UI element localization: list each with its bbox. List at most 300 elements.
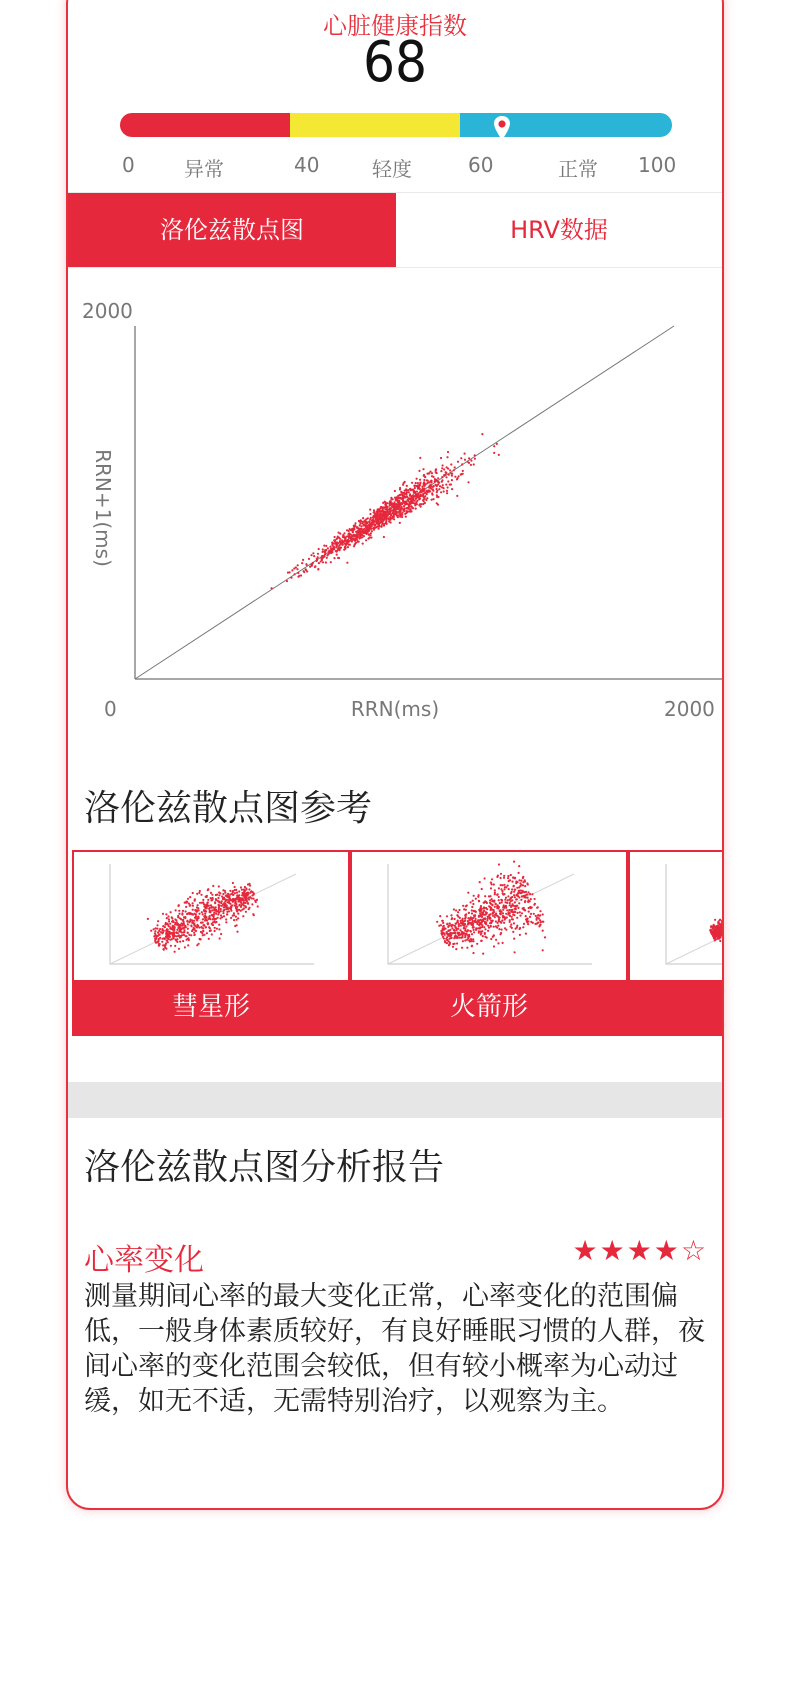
scatter-point xyxy=(375,526,377,528)
thumb-point xyxy=(214,930,216,932)
thumb-point xyxy=(474,921,476,923)
scatter-point xyxy=(412,507,414,509)
thumb-point xyxy=(169,936,171,938)
thumb-point xyxy=(520,880,522,882)
thumb-point xyxy=(167,915,169,917)
thumb-point xyxy=(719,940,721,942)
thumb-point xyxy=(170,911,172,913)
thumb-point xyxy=(186,939,188,941)
thumb-point xyxy=(176,932,178,934)
heart-index-title: 心脏健康指数 xyxy=(323,12,467,40)
thumb-point xyxy=(496,876,498,878)
thumb-point xyxy=(225,899,227,901)
scatter-point xyxy=(401,506,403,508)
scatter-point xyxy=(342,536,344,538)
scatter-point xyxy=(436,494,438,496)
thumb-point xyxy=(494,906,496,908)
scatter-point xyxy=(401,516,403,518)
thumb-point xyxy=(491,878,493,880)
scatter-point xyxy=(391,517,393,519)
scatter-point xyxy=(378,528,380,530)
scatter-point xyxy=(422,468,424,470)
scatter-point xyxy=(351,537,353,539)
thumb-point xyxy=(209,915,211,917)
thumb-point xyxy=(482,935,484,937)
scatter-point xyxy=(399,522,401,524)
thumb-point xyxy=(479,910,481,912)
scatter-point xyxy=(369,520,371,522)
thumb-point xyxy=(524,909,526,911)
thumb-point xyxy=(503,875,505,877)
thumb-point xyxy=(710,929,712,931)
thumb-point xyxy=(241,889,243,891)
scatter-point xyxy=(419,479,421,481)
scatter-point xyxy=(386,518,388,520)
thumb-point xyxy=(472,903,474,905)
thumb-point xyxy=(489,918,491,920)
thumb-point xyxy=(207,922,209,924)
scatter-point xyxy=(438,488,440,490)
thumb-point xyxy=(456,914,458,916)
thumb-point xyxy=(201,911,203,913)
thumb-point xyxy=(179,941,181,943)
thumb-point xyxy=(456,921,458,923)
thumb-point xyxy=(214,902,216,904)
thumb-point xyxy=(234,902,236,904)
scatter-point xyxy=(405,516,407,518)
thumb-point xyxy=(493,945,495,947)
scatter-point xyxy=(441,476,443,478)
scatter-point xyxy=(418,470,420,472)
scatter-point xyxy=(271,587,273,589)
thumb-point xyxy=(232,882,234,884)
thumb-point xyxy=(535,915,537,917)
thumb-point xyxy=(200,938,202,940)
thumb-point xyxy=(194,900,196,902)
thumb-point xyxy=(508,888,510,890)
thumb-point xyxy=(452,946,454,948)
scatter-point xyxy=(440,491,442,493)
thumb-point xyxy=(524,880,526,882)
thumb-point xyxy=(166,940,168,942)
thumb-point xyxy=(479,927,481,929)
thumb-point xyxy=(483,906,485,908)
gauge-segment-abnormal xyxy=(120,113,290,137)
thumb-point xyxy=(516,887,518,889)
thumb-point xyxy=(513,922,515,924)
thumb-point xyxy=(710,925,712,927)
thumb-point xyxy=(464,939,466,941)
reference-card-comet[interactable] xyxy=(72,850,350,1036)
thumb-point xyxy=(164,944,166,946)
scatter-point xyxy=(468,457,470,459)
scatter-point xyxy=(336,554,338,556)
thumb-point xyxy=(483,926,485,928)
thumb-point xyxy=(534,898,536,900)
thumb-point xyxy=(228,907,230,909)
thumb-point xyxy=(448,934,450,936)
scatter-point xyxy=(414,484,416,486)
thumb-point xyxy=(475,898,477,900)
scatter-point xyxy=(404,493,406,495)
reference-carousel[interactable] xyxy=(72,850,722,1036)
thumb-point xyxy=(485,911,487,913)
scatter-point xyxy=(384,503,386,505)
thumb-point xyxy=(185,910,187,912)
thumb-point xyxy=(467,917,469,919)
thumb-point xyxy=(471,923,473,925)
thumb-point xyxy=(212,924,214,926)
scatter-point xyxy=(449,484,451,486)
scatter-point xyxy=(447,486,449,488)
thumb-point xyxy=(243,907,245,909)
thumb-point xyxy=(178,910,180,912)
thumb-point xyxy=(187,932,189,934)
scatter-point xyxy=(362,532,364,534)
scatter-point xyxy=(369,513,371,515)
thumb-point xyxy=(156,924,158,926)
scatter-point xyxy=(334,539,336,541)
scatter-point xyxy=(422,496,424,498)
thumb-point xyxy=(534,903,536,905)
thumb-point xyxy=(484,895,486,897)
thumb-point xyxy=(195,913,197,915)
thumb-point xyxy=(714,931,716,933)
thumb-point xyxy=(469,922,471,924)
thumb-point xyxy=(480,907,482,909)
thumb-point xyxy=(229,890,231,892)
thumb-point xyxy=(178,930,180,932)
thumb-point xyxy=(466,904,468,906)
scatter-point xyxy=(286,580,288,582)
scatter-point xyxy=(473,463,475,465)
scatter-point xyxy=(317,553,319,555)
scatter-point xyxy=(313,555,315,557)
thumb-point xyxy=(518,886,520,888)
scatter-point xyxy=(368,534,370,536)
scatter-point xyxy=(393,501,395,503)
scatter-point xyxy=(346,562,348,564)
gauge-label-normal: 正常 xyxy=(558,157,598,181)
thumb-point xyxy=(518,879,520,881)
thumb-point xyxy=(436,921,438,923)
thumb-point xyxy=(542,913,544,915)
scatter-point xyxy=(352,531,354,533)
thumb-point xyxy=(203,934,205,936)
reference-card-rocket[interactable] xyxy=(350,850,628,1036)
thumb-point xyxy=(514,896,516,898)
thumb-point xyxy=(514,877,516,879)
scatter-point xyxy=(454,466,456,468)
rocket-thumbnail xyxy=(352,852,626,980)
thumb-point xyxy=(442,925,444,927)
thumb-point xyxy=(490,938,492,940)
thumb-point xyxy=(499,910,501,912)
thumb-point xyxy=(243,889,245,891)
reference-card-partial[interactable] xyxy=(628,850,722,1036)
thumb-point xyxy=(539,914,541,916)
thumb-point xyxy=(440,930,442,932)
scatter-point xyxy=(392,509,394,511)
thumb-point xyxy=(218,901,220,903)
thumb-point xyxy=(230,917,232,919)
scatter-point xyxy=(493,452,495,454)
thumb-point xyxy=(245,906,247,908)
thumb-point xyxy=(713,933,715,935)
scatter-point xyxy=(377,513,379,515)
thumb-point xyxy=(515,908,517,910)
thumb-point xyxy=(248,907,250,909)
scatter-point xyxy=(426,493,428,495)
thumb-point xyxy=(155,941,157,943)
scatter-point xyxy=(379,515,381,517)
thumb-point xyxy=(507,895,509,897)
thumb-point xyxy=(464,918,466,920)
scatter-point xyxy=(395,511,397,513)
scatter-point xyxy=(354,542,356,544)
thumb-point xyxy=(513,894,515,896)
thumb-point xyxy=(498,863,500,865)
thumb-point xyxy=(512,914,514,916)
thumb-point xyxy=(473,931,475,933)
thumb-point xyxy=(167,931,169,933)
scatter-point xyxy=(375,520,377,522)
scatter-point xyxy=(359,522,361,524)
thumb-point xyxy=(207,918,209,920)
scatter-point xyxy=(446,466,448,468)
thumb-point xyxy=(498,928,500,930)
thumb-point xyxy=(471,909,473,911)
scatter-point xyxy=(423,483,425,485)
scatter-point xyxy=(416,503,418,505)
thumb-point xyxy=(493,883,495,885)
thumb-point xyxy=(177,923,179,925)
scatter-point xyxy=(399,504,401,506)
scatter-point xyxy=(443,468,445,470)
scatter-point xyxy=(374,524,376,526)
scatter-point xyxy=(393,516,395,518)
scatter-point xyxy=(426,497,428,499)
thumb-point xyxy=(461,947,463,949)
thumb-point xyxy=(493,935,495,937)
scatter-point xyxy=(437,481,439,483)
scatter-point xyxy=(381,522,383,524)
thumb-point xyxy=(491,883,493,885)
thumb-point xyxy=(233,912,235,914)
scatter-point xyxy=(436,502,438,504)
thumb-point xyxy=(212,921,214,923)
thumb-point xyxy=(243,899,245,901)
scatter-point xyxy=(426,479,428,481)
scatter-point xyxy=(305,569,307,571)
thumb-point xyxy=(187,928,189,930)
scatter-point xyxy=(314,566,316,568)
scatter-point xyxy=(423,474,425,476)
thumb-point xyxy=(473,929,475,931)
thumb-point xyxy=(215,894,217,896)
scatter-point xyxy=(386,523,388,525)
thumb-point xyxy=(163,937,165,939)
scatter-point xyxy=(414,492,416,494)
thumb-point xyxy=(466,931,468,933)
scatter-point xyxy=(354,522,356,524)
thumb-point xyxy=(511,918,513,920)
scatter-point xyxy=(406,510,408,512)
scatter-point xyxy=(411,495,413,497)
scatter-point xyxy=(432,488,434,490)
thumb-point xyxy=(508,909,510,911)
thumb-point xyxy=(498,920,500,922)
thumb-point xyxy=(173,925,175,927)
thumb-point xyxy=(440,924,442,926)
thumb-point xyxy=(183,922,185,924)
thumb-point xyxy=(719,926,721,928)
thumb-point xyxy=(165,936,167,938)
scatter-point xyxy=(419,482,421,484)
thumb-point xyxy=(158,930,160,932)
scatter-point xyxy=(389,518,391,520)
thumb-point xyxy=(443,937,445,939)
scatter-point xyxy=(360,519,362,521)
thumb-point xyxy=(714,919,716,921)
scatter-point xyxy=(361,536,363,538)
thumb-point xyxy=(461,935,463,937)
scatter-point xyxy=(366,526,368,528)
thumb-point xyxy=(180,918,182,920)
thumb-point xyxy=(161,941,163,943)
thumb-point xyxy=(169,928,171,930)
thumb-point xyxy=(197,904,199,906)
scatter-point xyxy=(387,513,389,515)
thumb-point xyxy=(243,891,245,893)
scatter-point xyxy=(411,482,413,484)
thumb-point xyxy=(187,898,189,900)
thumb-point xyxy=(219,905,221,907)
thumb-point xyxy=(225,894,227,896)
scatter-point xyxy=(345,538,347,540)
thumb-point xyxy=(717,930,719,932)
thumb-point xyxy=(486,919,488,921)
thumb-point xyxy=(454,932,456,934)
scatter-point xyxy=(335,550,337,552)
thumb-point xyxy=(455,948,457,950)
thumb-point xyxy=(503,893,505,895)
thumb-point xyxy=(720,929,722,931)
thumb-point xyxy=(499,902,501,904)
thumb-axes xyxy=(666,864,722,964)
thumb-point xyxy=(484,928,486,930)
thumb-point xyxy=(153,935,155,937)
thumb-point xyxy=(481,919,483,921)
thumb-point xyxy=(524,885,526,887)
scatter-point xyxy=(362,543,364,545)
scatter-point xyxy=(432,498,434,500)
thumb-point xyxy=(533,913,535,915)
heart-index-score: 68 xyxy=(362,30,428,95)
thumb-point xyxy=(519,892,521,894)
tab-hrv-data[interactable]: HRV数据 xyxy=(396,193,722,267)
scatter-point xyxy=(332,548,334,550)
thumb-point xyxy=(210,897,212,899)
scatter-point xyxy=(498,454,500,456)
scatter-point xyxy=(339,546,341,548)
thumb-point xyxy=(206,902,208,904)
thumb-point xyxy=(712,933,714,935)
scatter-point xyxy=(380,512,382,514)
thumb-point xyxy=(210,904,212,906)
scatter-point xyxy=(384,512,386,514)
scatter-point xyxy=(339,541,341,543)
thumb-point xyxy=(182,940,184,942)
thumb-point xyxy=(485,923,487,925)
scatter-point xyxy=(311,564,313,566)
scatter-point xyxy=(456,495,458,497)
scatter-point xyxy=(350,529,352,531)
scatter-point xyxy=(457,461,459,463)
thumb-point xyxy=(196,944,198,946)
scatter-point xyxy=(365,522,367,524)
scatter-point xyxy=(405,489,407,491)
thumb-point xyxy=(248,898,250,900)
thumb-point xyxy=(521,912,523,914)
gauge-tick-0: 0 xyxy=(122,153,135,177)
tab-lorenz-scatter[interactable]: 洛伦兹散点图 xyxy=(68,193,396,267)
scatter-point xyxy=(331,544,333,546)
thumb-point xyxy=(532,922,534,924)
scatter-point xyxy=(400,491,402,493)
thumb-point xyxy=(193,924,195,926)
thumb-point xyxy=(504,901,506,903)
thumb-point xyxy=(176,941,178,943)
thumb-point xyxy=(717,934,719,936)
scatter-point xyxy=(440,470,442,472)
thumb-point xyxy=(715,936,717,938)
x-tick-2000: 2000 xyxy=(664,697,715,721)
thumb-point xyxy=(530,913,532,915)
gauge-tick-60: 60 xyxy=(468,153,494,177)
thumb-point xyxy=(164,926,166,928)
thumb-point xyxy=(530,907,532,909)
thumb-point xyxy=(470,940,472,942)
thumb-point xyxy=(537,914,539,916)
thumb-point xyxy=(502,912,504,914)
thumb-point xyxy=(511,916,513,918)
scatter-point xyxy=(467,481,469,483)
scatter-point xyxy=(400,513,402,515)
thumb-point xyxy=(207,899,209,901)
thumb-point xyxy=(162,944,164,946)
scatter-point xyxy=(448,474,450,476)
thumb-point xyxy=(184,916,186,918)
scatter-point xyxy=(369,527,371,529)
thumb-point xyxy=(450,914,452,916)
thumb-point xyxy=(245,888,247,890)
thumb-point xyxy=(514,951,516,953)
scatter-point xyxy=(444,474,446,476)
thumb-point xyxy=(513,861,515,863)
scatter-point xyxy=(442,484,444,486)
thumb-point xyxy=(439,915,441,917)
scatter-point xyxy=(445,484,447,486)
thumb-point xyxy=(237,913,239,915)
scatter-point xyxy=(464,453,466,455)
thumb-point xyxy=(175,909,177,911)
thumb-point xyxy=(494,916,496,918)
thumb-point xyxy=(192,909,194,911)
thumb-point xyxy=(464,933,466,935)
thumb-point xyxy=(495,903,497,905)
thumb-point xyxy=(209,911,211,913)
